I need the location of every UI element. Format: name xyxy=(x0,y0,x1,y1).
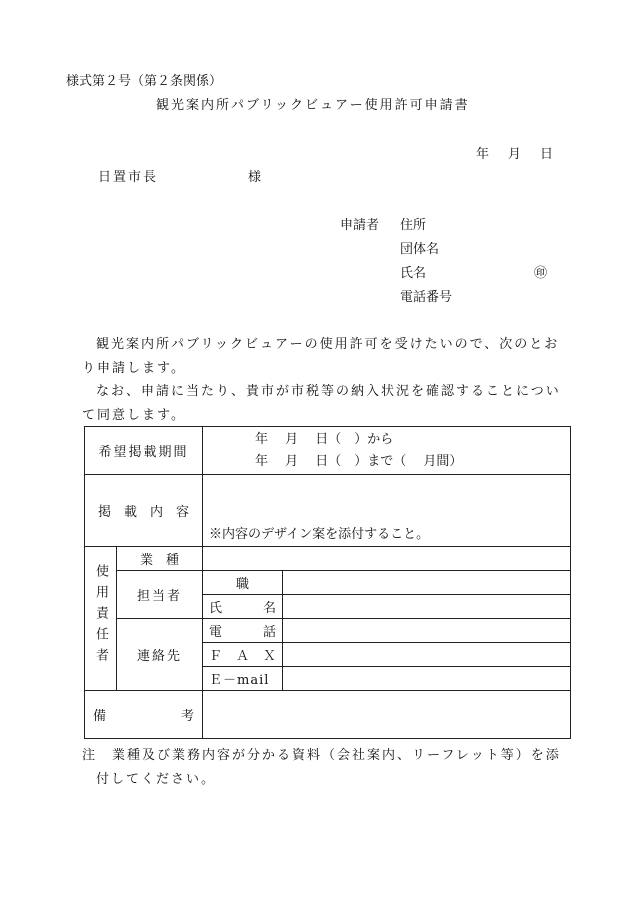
applicant-name-label: 氏名 xyxy=(400,266,427,281)
applicant-phone-label: 電話番号 xyxy=(400,290,453,305)
application-table xyxy=(84,426,571,739)
applicant-label: 申請者 xyxy=(340,218,380,233)
post-cell[interactable] xyxy=(283,571,571,595)
fax-label: Ｆ Ａ Ｘ xyxy=(203,643,283,667)
person-name-cell[interactable] xyxy=(283,595,571,619)
page-title: 観光案内所パブリックビュアー使用許可申請書 xyxy=(156,98,470,113)
period-from: 年 月 日（ ）から xyxy=(255,431,394,447)
post-label: 職 xyxy=(203,571,283,595)
body-paragraph-2-line-2: て同意します。 xyxy=(82,408,186,423)
remarks-cell[interactable] xyxy=(203,691,571,739)
applicant-org-label: 団体名 xyxy=(400,242,440,257)
responsible-label: 使用責任者 xyxy=(85,547,117,691)
contact-label: 連絡先 xyxy=(117,619,203,691)
body-paragraph-1-line-1: 観光案内所パブリックビュアーの使用許可を受けたいので、次のとお xyxy=(96,337,560,352)
content-label: 掲 載 内 容 xyxy=(85,475,203,547)
body-paragraph-2-line-1: なお、申請に当たり、貴市が市税等の納入状況を確認することについ xyxy=(96,384,561,399)
date-day: 日 xyxy=(540,147,554,162)
body-paragraph-1-line-2: り申請します。 xyxy=(82,361,186,376)
person-label: 担当者 xyxy=(117,571,203,619)
seal-mark: ㊞ xyxy=(534,266,548,281)
footer-note-line-1: 注 業種及び業務内容が分かる資料（会社案内、リーフレット等）を添 xyxy=(82,748,561,763)
email-cell[interactable] xyxy=(283,667,571,691)
form-number: 様式第２号（第２条関係） xyxy=(66,74,223,89)
content-note: ※内容のデザイン案を添付すること。 xyxy=(209,527,430,542)
email-label: Ｅ－mail xyxy=(203,667,283,691)
content-cell[interactable] xyxy=(203,475,571,547)
period-label: 希望掲載期間 xyxy=(85,427,203,475)
applicant-address-label: 住所 xyxy=(400,218,427,233)
person-name-label: 氏 名 xyxy=(203,595,283,619)
remarks-label: 備 考 xyxy=(85,691,203,739)
honorific: 様 xyxy=(248,170,262,185)
date-month: 月 xyxy=(508,147,522,162)
industry-cell[interactable] xyxy=(203,547,571,571)
tel-label: 電 話 xyxy=(203,619,283,643)
fax-cell[interactable] xyxy=(283,643,571,667)
addressee: 日置市長 xyxy=(98,170,159,185)
footer-note-line-2: 付してください。 xyxy=(96,772,217,787)
period-cell[interactable] xyxy=(203,427,571,475)
industry-label: 業 種 xyxy=(117,547,203,571)
date-year: 年 xyxy=(476,147,490,162)
period-to: 年 月 日（ ）まで（ 月間） xyxy=(255,453,463,469)
tel-cell[interactable] xyxy=(283,619,571,643)
